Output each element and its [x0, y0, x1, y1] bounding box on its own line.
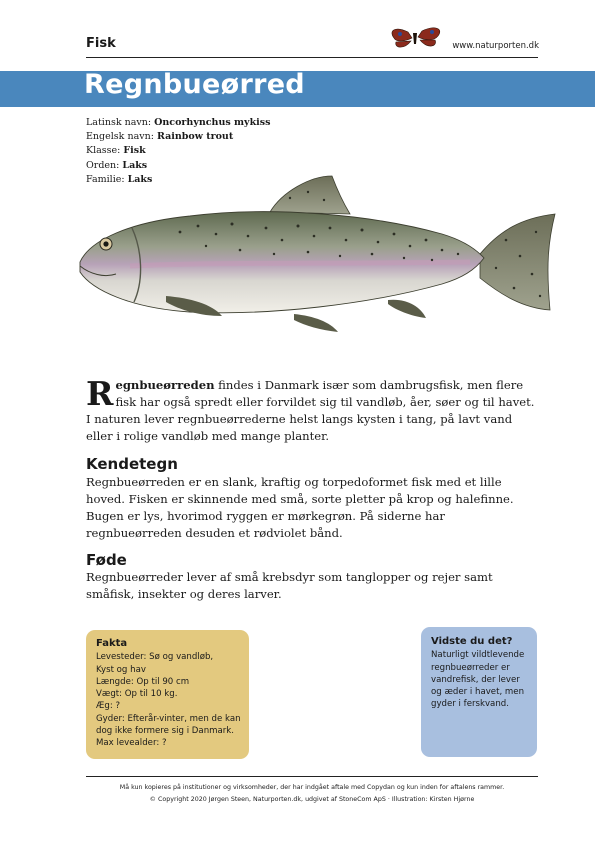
- did-you-know-line: regnbueørreder er: [431, 662, 510, 673]
- fakta-line: Æg: ?: [96, 701, 121, 712]
- category-label: Fisk: [86, 36, 116, 51]
- section-heading-kendetegn: Kendetegn: [86, 455, 178, 473]
- did-you-know-line: Naturligt vildtlevende: [431, 650, 525, 661]
- trout-illustration: [70, 170, 560, 340]
- fakta-line: Gyder: Efterår-vinter, men de kan: [96, 713, 241, 724]
- header-divider: [86, 57, 538, 58]
- meta-english: Engelsk navn: Rainbow trout: [86, 131, 234, 143]
- intro-lead: egnbueørreden: [115, 378, 215, 392]
- did-you-know-line: og æder i havet, men: [431, 687, 525, 698]
- drop-cap: R: [86, 374, 114, 413]
- footer-copyright: © Copyright 2020 Jørgen Steen, Naturporten.dk, udgivet af StoneCom ApS · Illustration: Kirsten Hjørne: [149, 796, 475, 803]
- fakta-line: Vægt: Op til 10 kg.: [96, 689, 178, 700]
- footer-divider: [86, 776, 538, 777]
- fakta-line: Max levealder: ?: [96, 738, 167, 749]
- section-heading-fode: Føde: [86, 551, 127, 569]
- fakta-box: [86, 630, 249, 759]
- did-you-know-line: gyder i ferskvand.: [431, 699, 509, 710]
- fakta-line: Længde: Op til 90 cm: [96, 676, 190, 687]
- meta-latin: Latinsk navn: Oncorhynchus mykiss: [86, 117, 271, 128]
- meta-class: Klasse: Fisk: [86, 145, 146, 157]
- footer-license: Må kun kopieres på institutioner og virksomheder, der har indgået aftale med Copydan og kun inden for aftalens rammer.: [119, 784, 505, 791]
- fakta-heading: Fakta: [96, 638, 128, 649]
- butterfly-icon: [386, 24, 446, 54]
- intro-paragraph: [86, 374, 538, 445]
- fakta-line: Kyst og hav: [96, 664, 146, 675]
- fakta-line: dog ikke formere sig i Danmark.: [96, 726, 235, 737]
- did-you-know-line: vandrefisk, der lever: [431, 674, 520, 685]
- fakta-line: Levesteder: Sø og vandløb,: [96, 652, 214, 663]
- intro-text: findes i Danmark især som dambrugsfisk, men flere fisk har også spredt eller forvildet sig til vandløb, åer, søer og til havet. I naturen lever regnbueørrederne helst langs kysten i tang, på lavt vand eller i rolige vandløb med mange planter.: [86, 378, 535, 443]
- did-you-know-heading: Vidste du det?: [431, 636, 513, 647]
- page-title: Regnbueørred: [84, 69, 305, 100]
- section-text-fode: Regnbueørreder lever af små krebsdyr som tanglopper og rejer samt småfisk, insekter og deres larver.: [86, 570, 493, 601]
- meta-order: Orden: Laks: [86, 159, 148, 171]
- did-you-know-box: [421, 627, 537, 757]
- section-text-kendetegn: Regnbueørreden er en slank, kraftig og torpedoformet fisk med et lille hoved. Fisken er skinnende med små, sorte pletter på krop og halefinne. Bugen er lys, hvorimod ryggen er mørkegrøn. På siderne har regnbueørreden desuden et rødviolet bånd.: [86, 475, 514, 540]
- meta-family: Familie: Laks: [86, 173, 153, 185]
- website-link[interactable]: www.naturporten.dk: [452, 41, 539, 51]
